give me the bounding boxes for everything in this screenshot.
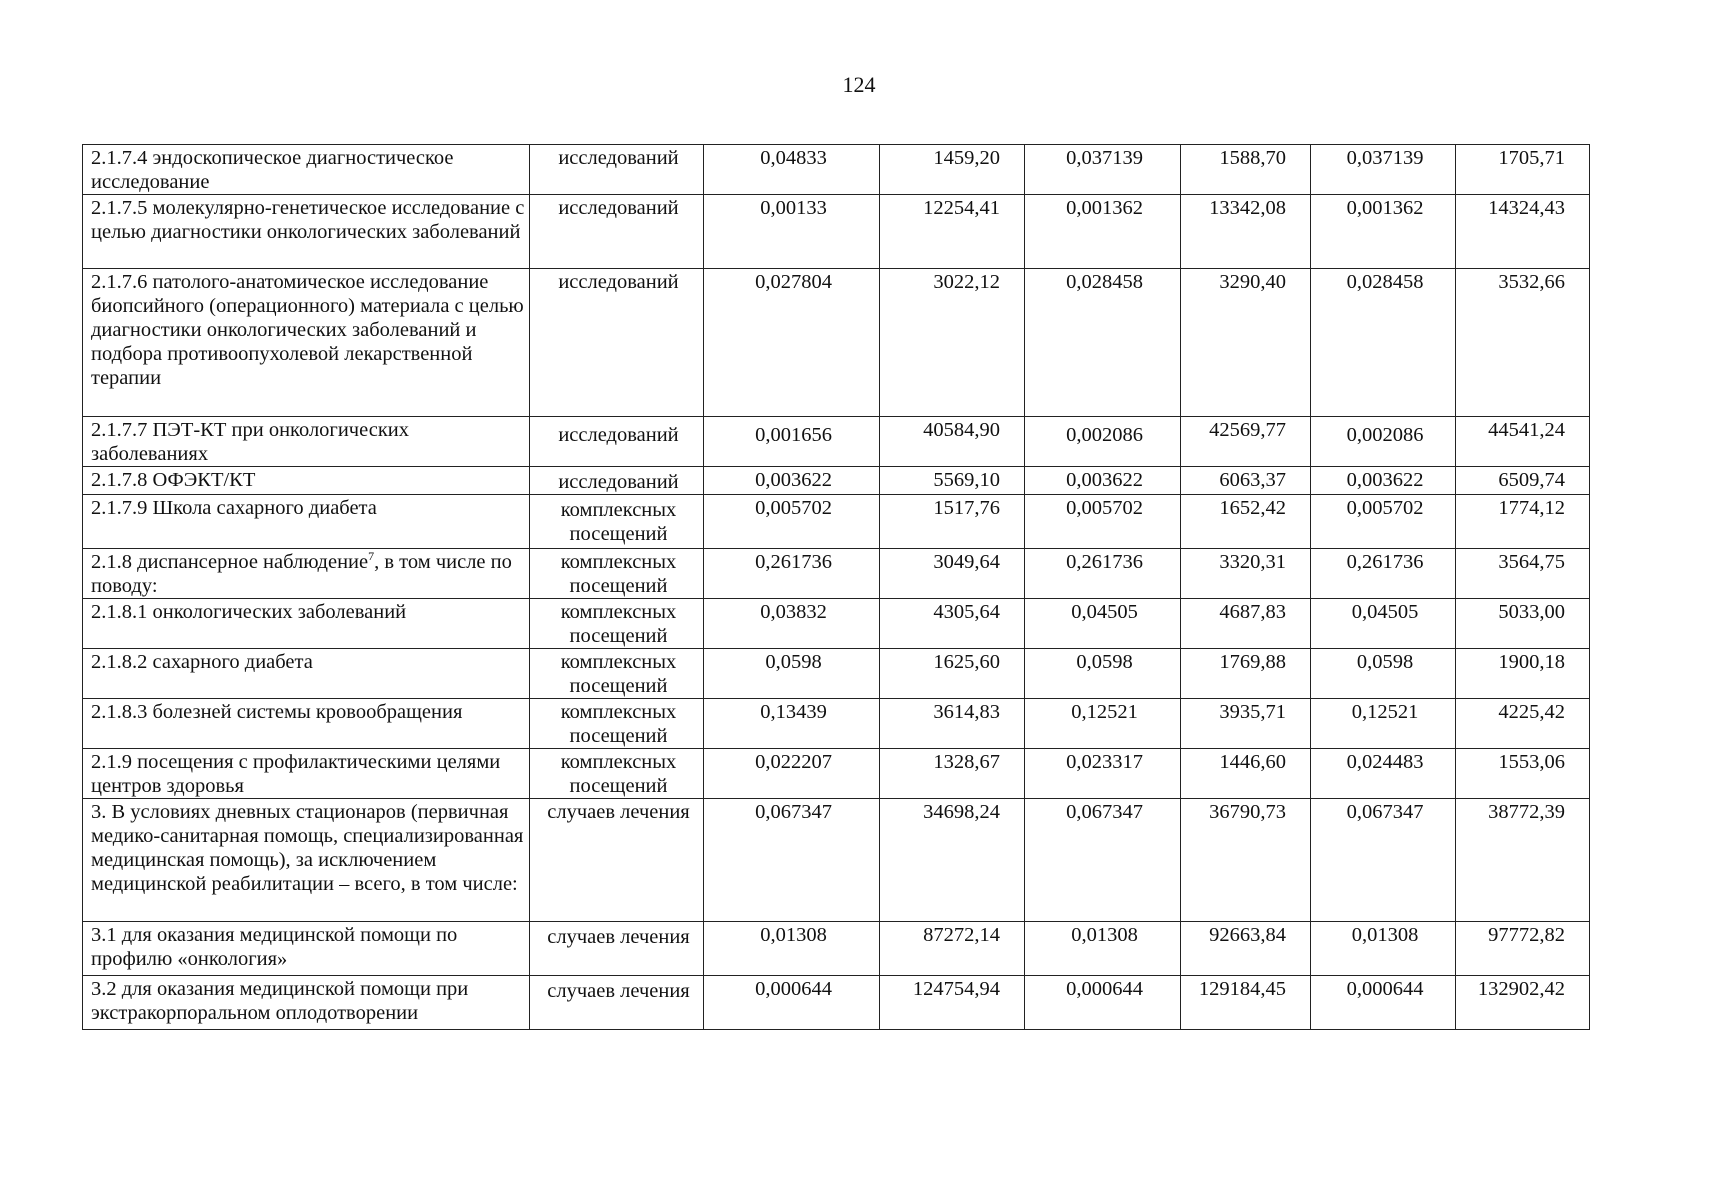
cost-year3: 1553,06 (1456, 749, 1590, 799)
row-unit: комплексных посещений (530, 699, 704, 749)
cost-year3: 132902,42 (1456, 976, 1590, 1030)
cost-year1: 4305,64 (880, 599, 1025, 649)
row-unit: комплексных посещений (530, 495, 704, 549)
cost-year1: 1459,20 (880, 145, 1025, 195)
volume-year2: 0,067347 (1025, 799, 1181, 922)
volume-year2: 0,002086 (1025, 417, 1181, 467)
table-row (83, 145, 1590, 195)
volume-year1: 0,000644 (704, 976, 880, 1030)
table-row (83, 649, 1590, 699)
cost-year3: 1705,71 (1456, 145, 1590, 195)
cost-year3: 44541,24 (1456, 417, 1590, 467)
row-name: 3.2 для оказания медицинской помощи при экстракорпоральном оплодотворении (83, 976, 530, 1030)
cost-year3: 1774,12 (1456, 495, 1590, 549)
volume-year3: 0,000644 (1311, 976, 1456, 1030)
cost-year2: 1652,42 (1181, 495, 1311, 549)
table-row (83, 495, 1590, 549)
volume-year3: 0,261736 (1311, 549, 1456, 599)
volume-year1: 0,00133 (704, 195, 880, 269)
volume-year1: 0,001656 (704, 417, 880, 467)
table-row (83, 922, 1590, 976)
volume-year1: 0,005702 (704, 495, 880, 549)
row-unit: исследований (530, 145, 704, 195)
volume-year2: 0,261736 (1025, 549, 1181, 599)
cost-year3: 3564,75 (1456, 549, 1590, 599)
cost-year3: 4225,42 (1456, 699, 1590, 749)
row-name: 2.1.9 посещения с профилактическими целями центров здоровья (83, 749, 530, 799)
cost-year3: 97772,82 (1456, 922, 1590, 976)
row-name: 2.1.7.9 Школа сахарного диабета (83, 495, 530, 549)
cost-year2: 6063,37 (1181, 467, 1311, 495)
cost-year1: 87272,14 (880, 922, 1025, 976)
table-row (83, 599, 1590, 649)
volume-year1: 0,022207 (704, 749, 880, 799)
cost-year2: 36790,73 (1181, 799, 1311, 922)
volume-year2: 0,0598 (1025, 649, 1181, 699)
cost-year1: 1517,76 (880, 495, 1025, 549)
cost-year2: 92663,84 (1181, 922, 1311, 976)
volume-year2: 0,005702 (1025, 495, 1181, 549)
volume-year2: 0,003622 (1025, 467, 1181, 495)
row-name: 2.1.7.8 ОФЭКТ/КТ (83, 467, 530, 495)
table-row (83, 976, 1590, 1030)
volume-year2: 0,12521 (1025, 699, 1181, 749)
row-name: 3.1 для оказания медицинской помощи по профилю «онкология» (83, 922, 530, 976)
row-name-tail: , в том числе по поводу: (91, 551, 512, 597)
volume-year3: 0,04505 (1311, 599, 1456, 649)
cost-year3: 3532,66 (1456, 269, 1590, 417)
row-name-text: 2.1.8 диспансерное наблюдение (91, 551, 369, 573)
volume-year1: 0,01308 (704, 922, 880, 976)
cost-year1: 3614,83 (880, 699, 1025, 749)
table-row (83, 799, 1590, 922)
cost-year1: 40584,90 (880, 417, 1025, 467)
cost-year2: 42569,77 (1181, 417, 1311, 467)
row-name: 2.1.7.5 молекулярно-генетическое исследование с целью диагностики онкологических заболеваний (83, 195, 530, 269)
cost-year1: 1625,60 (880, 649, 1025, 699)
cost-year2: 3290,40 (1181, 269, 1311, 417)
table-row (83, 417, 1590, 467)
volume-year1: 0,067347 (704, 799, 880, 922)
row-name: 2.1.7.4 эндоскопическое диагностическое исследование (83, 145, 530, 195)
table-row (83, 549, 1590, 599)
cost-year3: 5033,00 (1456, 599, 1590, 649)
cost-year2: 3320,31 (1181, 549, 1311, 599)
volume-year1: 0,13439 (704, 699, 880, 749)
volume-year3: 0,002086 (1311, 417, 1456, 467)
volume-year3: 0,005702 (1311, 495, 1456, 549)
tariff-table (82, 144, 1590, 1030)
row-unit: случаев лечения (530, 922, 704, 976)
cost-year3: 1900,18 (1456, 649, 1590, 699)
volume-year2: 0,000644 (1025, 976, 1181, 1030)
table-row (83, 467, 1590, 495)
row-name: 2.1.8.2 сахарного диабета (83, 649, 530, 699)
row-name: 2.1.7.7 ПЭТ-КТ при онкологических заболеваниях (83, 417, 530, 467)
row-unit: комплексных посещений (530, 649, 704, 699)
row-name: 2.1.7.6 патолого-анатомическое исследование биопсийного (операционного) материала с целью диагностики онкологических заболеваний и подбора противоопухолевой лекарственной терапии (83, 269, 530, 417)
cost-year2: 4687,83 (1181, 599, 1311, 649)
row-unit: исследований (530, 195, 704, 269)
cost-year1: 1328,67 (880, 749, 1025, 799)
volume-year3: 0,0598 (1311, 649, 1456, 699)
volume-year1: 0,0598 (704, 649, 880, 699)
table-row (83, 749, 1590, 799)
volume-year1: 0,261736 (704, 549, 880, 599)
cost-year1: 124754,94 (880, 976, 1025, 1030)
volume-year1: 0,003622 (704, 467, 880, 495)
volume-year2: 0,01308 (1025, 922, 1181, 976)
volume-year3: 0,037139 (1311, 145, 1456, 195)
cost-year2: 129184,45 (1181, 976, 1311, 1030)
cost-year2: 1769,88 (1181, 649, 1311, 699)
footnote-marker: 7 (368, 549, 375, 564)
table-row (83, 699, 1590, 749)
cost-year1: 3049,64 (880, 549, 1025, 599)
cost-year3: 38772,39 (1456, 799, 1590, 922)
volume-year3: 0,01308 (1311, 922, 1456, 976)
cost-year1: 5569,10 (880, 467, 1025, 495)
cost-year2: 1446,60 (1181, 749, 1311, 799)
volume-year3: 0,067347 (1311, 799, 1456, 922)
volume-year3: 0,12521 (1311, 699, 1456, 749)
volume-year1: 0,04833 (704, 145, 880, 195)
volume-year2: 0,001362 (1025, 195, 1181, 269)
row-name: 3. В условиях дневных стационаров (первичная медико-санитарная помощь, специализированная медицинская помощь), за исключением медицинской реабилитации – всего, в том числе: (83, 799, 530, 922)
row-unit: случаев лечения (530, 799, 704, 922)
row-unit: комплексных посещений (530, 599, 704, 649)
volume-year3: 0,003622 (1311, 467, 1456, 495)
volume-year3: 0,028458 (1311, 269, 1456, 417)
table-row (83, 195, 1590, 269)
volume-year3: 0,024483 (1311, 749, 1456, 799)
row-name: 2.1.8.3 болезней системы кровообращения (83, 699, 530, 749)
row-unit: комплексных посещений (530, 549, 704, 599)
cost-year1: 34698,24 (880, 799, 1025, 922)
row-name (83, 549, 530, 599)
volume-year2: 0,04505 (1025, 599, 1181, 649)
volume-year3: 0,001362 (1311, 195, 1456, 269)
volume-year1: 0,03832 (704, 599, 880, 649)
volume-year1: 0,027804 (704, 269, 880, 417)
page-number: 124 (842, 72, 876, 97)
row-unit: случаев лечения (530, 976, 704, 1030)
cost-year3: 6509,74 (1456, 467, 1590, 495)
row-unit: исследований (530, 467, 704, 495)
cost-year2: 1588,70 (1181, 145, 1311, 195)
table-row (83, 269, 1590, 417)
row-unit: исследований (530, 269, 704, 417)
cost-year3: 14324,43 (1456, 195, 1590, 269)
cost-year1: 12254,41 (880, 195, 1025, 269)
volume-year2: 0,037139 (1025, 145, 1181, 195)
cost-year2: 13342,08 (1181, 195, 1311, 269)
volume-year2: 0,023317 (1025, 749, 1181, 799)
row-unit: исследований (530, 417, 704, 467)
volume-year2: 0,028458 (1025, 269, 1181, 417)
cost-year2: 3935,71 (1181, 699, 1311, 749)
row-name: 2.1.8.1 онкологических заболеваний (83, 599, 530, 649)
cost-year1: 3022,12 (880, 269, 1025, 417)
row-unit: комплексных посещений (530, 749, 704, 799)
